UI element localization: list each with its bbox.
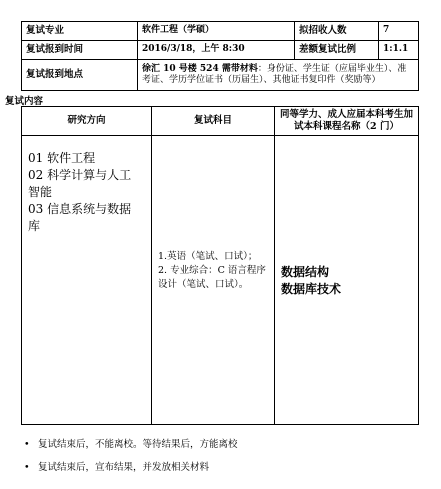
ratio-value: 1:1.1 (379, 41, 419, 60)
time-value: 2016/3/18，上午 8:30 (138, 41, 295, 60)
content-body-row (22, 136, 419, 425)
content-table (21, 106, 419, 425)
subjects-list (156, 136, 270, 291)
col-header-subject: 复试科目 (152, 107, 275, 136)
section-heading: 复试内容 (5, 96, 44, 107)
directions-list (26, 136, 147, 235)
subject-item: 2. 专业综合：C 语言程序设计（笔试、口试）。 (158, 264, 266, 290)
place-value (138, 60, 419, 91)
course-item: 数据库技术 (281, 282, 342, 297)
course-item: 数据结构 (281, 265, 330, 279)
major-label: 复试专业 (22, 22, 138, 41)
direction-item: 01 软件工程 (28, 151, 96, 165)
note-text: 复试结束后，不能离校。等待结果后，方能离校 (38, 439, 238, 450)
time-label: 复试报到时间 (22, 41, 138, 60)
bullet-icon: • (24, 439, 30, 450)
planned-value: 7 (379, 22, 419, 41)
place-materials: ：身份证、学生证（应届毕业生）、准考证、学历学位证书（历届生）、其他证书复印件（奖励等） (142, 63, 407, 85)
info-table (21, 21, 419, 91)
info-row-major (22, 22, 419, 41)
bullet-icon: • (24, 462, 30, 473)
place-location: 徐汇 10 号楼 524 需带材料 (142, 63, 258, 74)
direction-item: 03 信息系统与数据库 (28, 202, 132, 234)
note-item (24, 436, 238, 450)
note-item (24, 459, 209, 473)
courses-cell (275, 136, 419, 425)
info-row-time (22, 41, 419, 60)
content-header-row (22, 107, 419, 136)
place-label: 复试报到地点 (22, 60, 138, 91)
direction-item: 02 科学计算与人工智能 (28, 168, 132, 200)
subjects-cell (152, 136, 275, 425)
planned-label: 拟招收人数 (295, 22, 379, 41)
major-value: 软件工程（学硕） (138, 22, 295, 41)
info-row-place (22, 60, 419, 91)
note-text: 复试结束后，宣布结果，并发放相关材料 (38, 462, 210, 473)
col-header-courses: 同等学力、成人应届本科考生加试本科课程名称（2 门） (275, 107, 419, 136)
subject-item: 1.英语（笔试、口试）； (158, 251, 258, 262)
ratio-label: 差额复试比例 (295, 41, 379, 60)
col-header-direction: 研究方向 (22, 107, 152, 136)
directions-cell (22, 136, 152, 425)
courses-list (279, 136, 414, 299)
